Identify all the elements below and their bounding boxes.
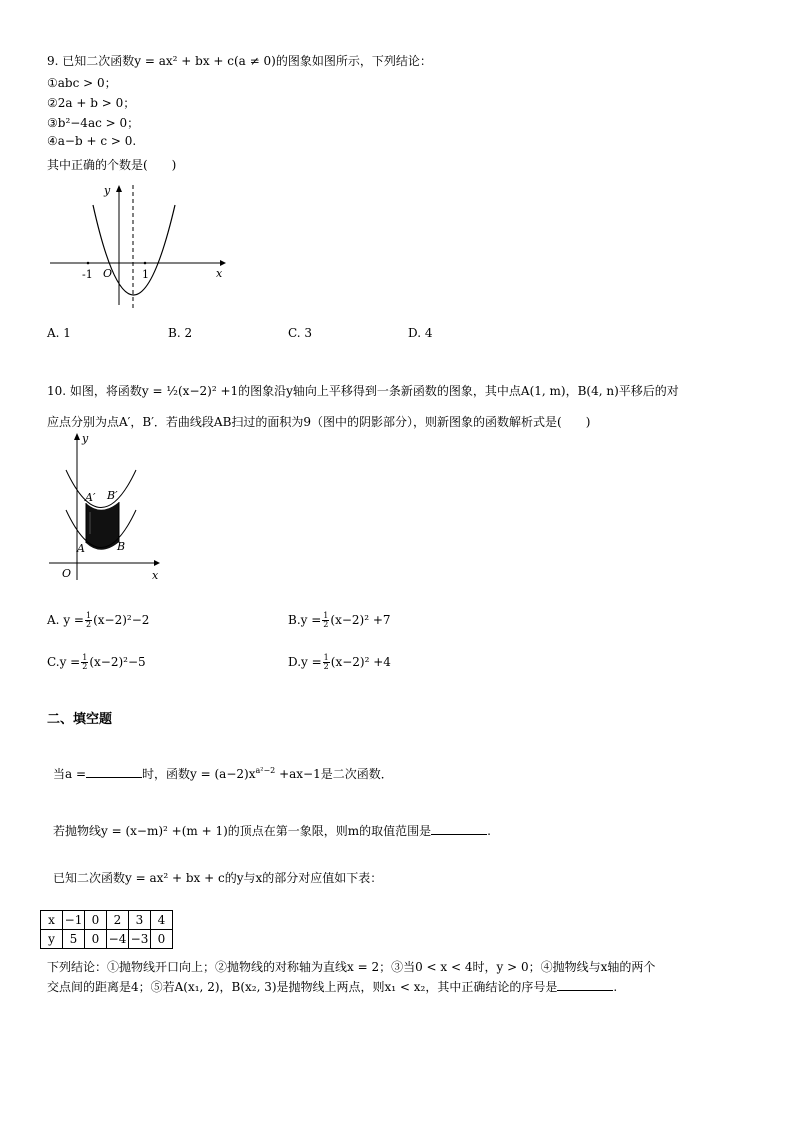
table-cell: −4	[107, 930, 129, 949]
q10-label-b: B	[117, 540, 126, 553]
q10-option-c-fraction: $\frac{1}{2}$	[82, 653, 88, 671]
fill2-post: .	[487, 824, 491, 838]
fill1-blank[interactable]	[86, 766, 142, 778]
q10-option-a-letter: A.	[47, 613, 60, 627]
q9-stem-func: y = ax² + bx + c(a ≠ 0)	[134, 54, 276, 68]
q10-label-b-prime: B′	[107, 489, 118, 502]
q9-stem-prefix: 9. 已知二次函数	[47, 54, 135, 68]
q9-y-arrow	[116, 185, 122, 192]
q10-option-c-pre: y =	[59, 655, 81, 669]
q10-option-a-post: (x−2)²−2	[93, 613, 150, 627]
q9-item-4: ④a−b + c > 0.	[47, 134, 137, 148]
q9-parabola	[93, 205, 175, 295]
table-cell: −3	[129, 930, 151, 949]
fill3-conclusion-line2	[47, 978, 617, 995]
fill3-intro: 已知二次函数y = ax² + bx + c的y与x的部分对应值如下表：	[53, 871, 383, 885]
fill2-line	[53, 822, 491, 839]
q9-label-neg-one: -1	[82, 268, 93, 281]
q10-option-a-pre: y =	[63, 613, 84, 627]
q10-option-b-fraction: $\frac{1}{2}$	[323, 611, 329, 629]
q9-graph	[48, 180, 228, 310]
q10-stem-line1: 10. 如图，将函数y = ½(x−2)² +1的图象沿y轴向上平移得到一条新函数的图象，其中点A(1, m)，B(4, n)平移后的对	[47, 384, 679, 398]
q10-option-d-post: (x−2)² +4	[330, 655, 391, 669]
q10-option-a	[47, 612, 149, 629]
q10-x-arrow	[154, 560, 160, 566]
q9-question: 其中正确的个数是( )	[47, 158, 177, 172]
q9-option-c: C. 3	[288, 326, 313, 340]
q10-option-c	[47, 654, 146, 671]
q9-x-arrow	[220, 260, 226, 266]
q9-item-1: ①abc > 0；	[47, 76, 117, 90]
q10-stem-line2: 应点分别为点A′，B′．若曲线段AB扫过的面积为9（图中的阴影部分），则新图象的函数解析式是( )	[47, 415, 591, 429]
q10-label-a-prime: A′	[85, 491, 96, 504]
q10-option-b-pre: y =	[300, 613, 322, 627]
q9-label-x: x	[216, 267, 223, 280]
section-title: 二、填空题	[47, 712, 113, 727]
table-cell: −1	[63, 911, 85, 930]
table-cell: y	[41, 930, 63, 949]
q10-label-a: A	[77, 542, 85, 555]
fill3-blank[interactable]	[557, 979, 613, 991]
q9-item-2: ②2a + b > 0；	[47, 96, 136, 110]
fill1-mid: 时，函数y = (a−2)x	[142, 767, 256, 781]
q9-stem	[47, 52, 432, 69]
q10-label-origin: O	[62, 567, 72, 580]
q10-graph	[44, 430, 174, 588]
q9-option-b: B. 2	[168, 326, 193, 340]
q10-label-x: x	[152, 569, 159, 582]
q9-label-origin: O	[103, 267, 113, 280]
q10-label-y: y	[82, 432, 89, 445]
table-cell: 0	[151, 930, 173, 949]
table-row	[41, 911, 173, 930]
table-cell: 0	[85, 911, 107, 930]
fill1-exponent: a²−2	[255, 766, 276, 775]
q9-stem-suffix: 的图象如图所示，下列结论：	[275, 54, 432, 68]
fill3-conclusion-pre: 交点间的距离是4；⑤若A(x₁, 2)，B(x₂, 3)是抛物线上两点，则x₁ < x₂，其中正确结论的序号是	[47, 980, 558, 994]
q10-option-d-fraction: $\frac{1}{2}$	[323, 653, 329, 671]
fill3-conclusion-post: .	[613, 980, 618, 994]
q9-tick-one	[144, 262, 147, 265]
value-table	[40, 910, 173, 949]
q9-tick-neg-one	[87, 262, 90, 265]
q9-option-a: A. 1	[47, 326, 71, 340]
fill1-line	[53, 765, 393, 782]
q10-option-d-letter: D.	[288, 655, 302, 669]
fill2-blank[interactable]	[431, 823, 487, 835]
q10-option-b	[288, 612, 391, 629]
table-cell: x	[41, 911, 63, 930]
fill1-pre: 当a =	[53, 767, 87, 781]
q10-y-arrow	[74, 433, 80, 440]
table-cell: 2	[107, 911, 129, 930]
q9-label-one: 1	[142, 268, 149, 281]
table-cell: 3	[129, 911, 151, 930]
fill1-post: +ax−1是二次函数．	[275, 767, 393, 781]
table-cell: 4	[151, 911, 173, 930]
fill3-conclusion-line1: 下列结论：①抛物线开口向上；②抛物线的对称轴为直线x = 2；③当0 < x < 4时，y > 0；④抛物线与x轴的两个	[47, 960, 656, 974]
table-cell: 5	[63, 930, 85, 949]
q10-option-b-letter: B.	[288, 613, 301, 627]
q10-option-c-post: (x−2)²−5	[89, 655, 146, 669]
q10-option-d	[288, 654, 391, 671]
q9-option-d: D. 4	[408, 326, 433, 340]
q9-item-3: ③b²−4ac > 0；	[47, 116, 140, 130]
q10-option-c-letter: C.	[47, 655, 60, 669]
table-cell: 0	[85, 930, 107, 949]
fill2-pre: 若抛物线y = (x−m)² +(m + 1)的顶点在第一象限，则m的取值范围是	[53, 824, 432, 838]
q10-option-b-post: (x−2)² +7	[330, 613, 391, 627]
table-row	[41, 930, 173, 949]
q10-option-d-pre: y =	[301, 655, 322, 669]
q10-option-a-fraction: $\frac{1}{2}$	[85, 611, 92, 629]
q9-label-y: y	[104, 184, 111, 197]
